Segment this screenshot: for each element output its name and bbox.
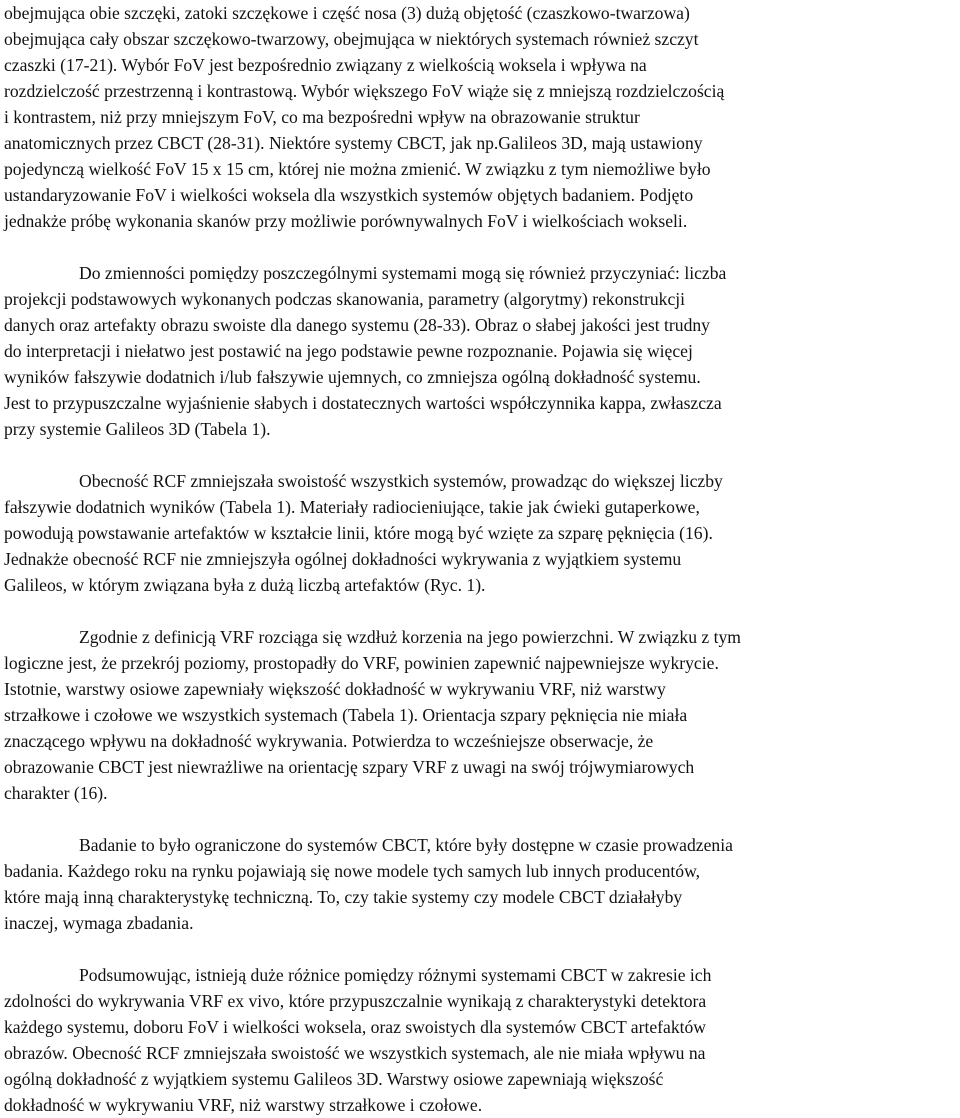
text-line: obejmująca obie szczęki, zatoki szczękowe i część nosa (3) dużą objętość (czaszkowo-twarzowa)	[4, 3, 690, 23]
text-line: Obecność RCF zmniejszała swoistość wszystkich systemów, prowadząc do większej liczby	[79, 471, 723, 491]
paragraph-study-limitations	[4, 832, 956, 936]
text-line: Jest to przypuszczalne wyjaśnienie słabych i dostatecznych wartości współczynnika kappa, zwłaszcza	[4, 393, 722, 413]
paragraph-vrf-orientation	[4, 624, 956, 806]
text-line: Istotnie, warstwy osiowe zapewniały większość dokładność w wykrywaniu VRF, niż warstwy	[4, 679, 666, 699]
text-line: do interpretacji i niełatwo jest postawić na jego podstawie pewne rozpoznanie. Pojawia się więcej	[4, 341, 693, 361]
text-line: fałszywie dodatnich wyników (Tabela 1). Materiały radiocieniujące, takie jak ćwieki gutaperkowe,	[4, 497, 700, 517]
text-line: powodują powstawanie artefaktów w kształcie linii, które mogą być wzięte za szparę pęknięcia (16).	[4, 523, 713, 543]
paragraph-system-variability	[4, 260, 956, 442]
text-line: ustandaryzowanie FoV i wielkości woksela dla wszystkich systemów objętych badaniem. Podjęto	[4, 185, 694, 205]
text-line: dokładność w wykrywaniu VRF, niż warstwy strzałkowe i czołowe.	[4, 1095, 483, 1115]
text-line: które mają inną charakterystykę techniczną. To, czy takie systemy czy modele CBCT działałyby	[4, 887, 683, 907]
text-line: każdego systemu, doboru FoV i wielkości woksela, oraz swoistych dla systemów CBCT artefaktów	[4, 1017, 707, 1037]
text-line: logiczne jest, że przekrój poziomy, prostopadły do VRF, powinien zapewnić najpewniejsze wykrycie.	[4, 653, 719, 673]
text-line: obrazów. Obecność RCF zmniejszała swoistość we wszystkich systemach, ale nie miała wpływu na	[4, 1043, 706, 1063]
text-line: Zgodnie z definicją VRF rozciąga się wzdłuż korzenia na jego powierzchni. W związku z tym	[79, 627, 741, 647]
text-line: danych oraz artefakty obrazu swoiste dla danego systemu (28-33). Obraz o słabej jakości jest trudny	[4, 315, 710, 335]
text-line: znaczącego wpływu na dokładność wykrywania. Potwierdza to wcześniejsze obserwacje, że	[4, 731, 654, 751]
text-line: rozdzielczość przestrzenną i kontrastową. Wybór większego FoV wiąże się z mniejszą rozdzielczością	[4, 81, 725, 101]
text-line: Jednakże obecność RCF nie zmniejszyła ogólnej dokładności wykrywania z wyjątkiem systemu	[4, 549, 682, 569]
paragraph-rcf-specificity	[4, 468, 956, 598]
text-line: obrazowanie CBCT jest niewrażliwe na orientację szpary VRF z uwagi na swój trójwymiarowych	[4, 757, 695, 777]
text-line: Podsumowując, istnieją duże różnice pomiędzy różnymi systemami CBCT w zakresie ich	[79, 965, 712, 985]
paragraph-summary	[4, 962, 956, 1118]
paragraph-continuation	[4, 0, 956, 234]
text-line: czaszki (17-21). Wybór FoV jest bezpośrednio związany z wielkością woksela i wpływa na	[4, 55, 647, 75]
text-line: charakter (16).	[4, 783, 108, 803]
text-line: zdolności do wykrywania VRF ex vivo, które przypuszczalnie wynikają z charakterystyki detektora	[4, 991, 707, 1011]
text-line: badania. Każdego roku na rynku pojawiają się nowe modele tych samych lub innych producentów,	[4, 861, 701, 881]
text-line: wyników fałszywie dodatnich i/lub fałszywie ujemnych, co zmniejsza ogólną dokładność systemu.	[4, 367, 701, 387]
text-line: przy systemie Galileos 3D (Tabela 1).	[4, 419, 271, 439]
text-line: inaczej, wymaga zbadania.	[4, 913, 194, 933]
text-line: projekcji podstawowych wykonanych podczas skanowania, parametry (algorytmy) rekonstrukcji	[4, 289, 686, 309]
text-line: jednakże próbę wykonania skanów przy możliwie porównywalnych FoV i wielkościach wokseli.	[4, 211, 688, 231]
document-page	[4, 0, 956, 1118]
text-line: strzałkowe i czołowe we wszystkich systemach (Tabela 1). Orientacja szpary pęknięcia nie miała	[4, 705, 688, 725]
text-line: pojedynczą wielkość FoV 15 x 15 cm, której nie można zmienić. W związku z tym niemożliwe było	[4, 159, 711, 179]
text-line: Badanie to było ograniczone do systemów CBCT, które były dostępne w czasie prowadzenia	[79, 835, 733, 855]
text-line: Galileos, w którym związana była z dużą liczbą artefaktów (Ryc. 1).	[4, 575, 486, 595]
text-line: i kontrastem, niż przy mniejszym FoV, co ma bezpośredni wpływ na obrazowanie struktur	[4, 107, 640, 127]
text-line: obejmująca cały obszar szczękowo-twarzowy, obejmująca w niektórych systemach również szczyt	[4, 29, 699, 49]
text-line: anatomicznych przez CBCT (28-31). Niektóre systemy CBCT, jak np.Galileos 3D, mają ustawiony	[4, 133, 703, 153]
text-line: ogólną dokładność z wyjątkiem systemu Galileos 3D. Warstwy osiowe zapewniają większość	[4, 1069, 664, 1089]
text-line: Do zmienności pomiędzy poszczególnymi systemami mogą się również przyczyniać: liczba	[79, 263, 727, 283]
